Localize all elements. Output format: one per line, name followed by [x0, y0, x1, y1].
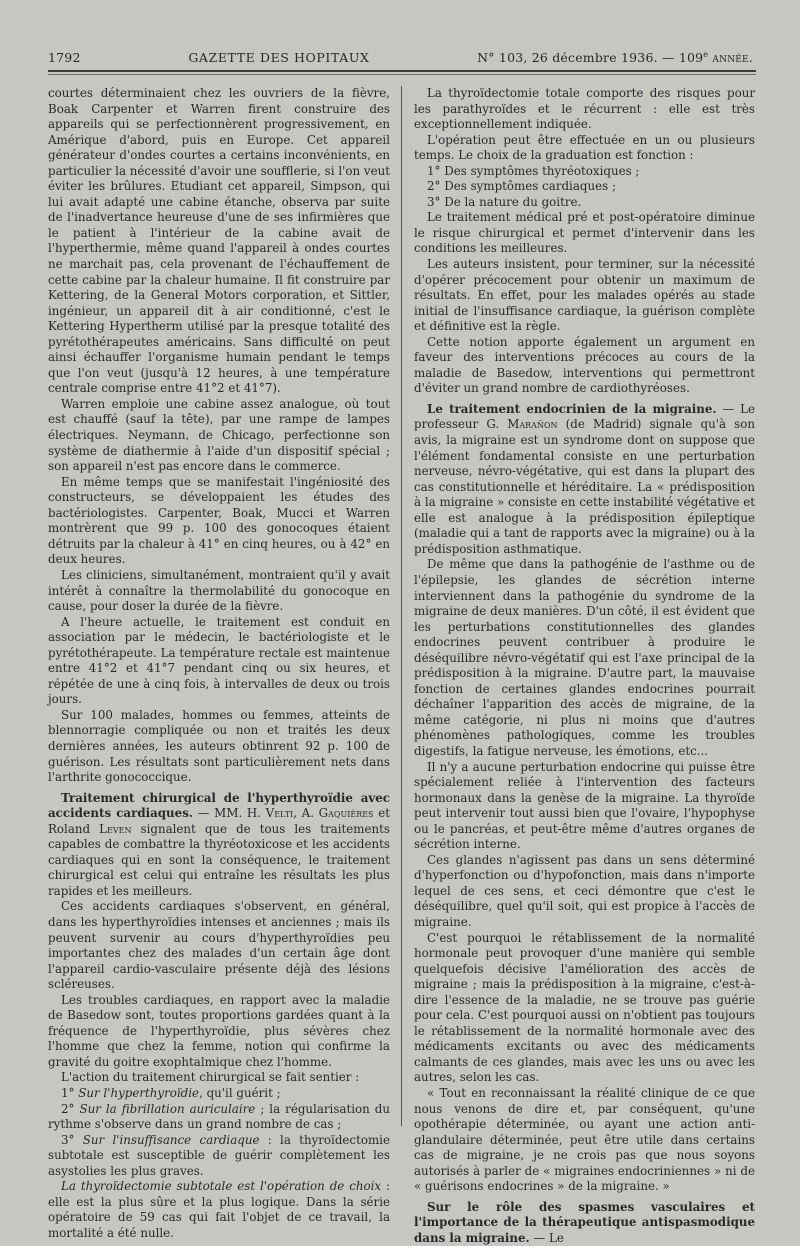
section-title: Sur le rôle des spasmes vasculaires et l'importance de la thérapeutique antispasmodique dans la migraine. — [414, 1199, 755, 1245]
paragraph — [48, 1179, 390, 1241]
list-item — [48, 1102, 390, 1133]
paragraph: Les cliniciens, simultanément, montraient qu'il y avait intérêt à connaître la thermolabilité du gonocoque en cause, pour doser la durée de la fièvre. — [48, 567, 390, 614]
list-item: 1° Des symptômes thyréotoxiques ; — [427, 163, 640, 178]
italic-run: Sur l'hyperthyroïdie — [78, 1086, 200, 1100]
header-rule-thin — [48, 74, 756, 75]
italic-run: Sur l'insuffisance cardiaque — [82, 1132, 260, 1147]
right-column — [414, 86, 755, 1245]
journal-title: GAZETTE DES HOPITAUX — [188, 50, 370, 66]
author-name: Gaquières — [318, 806, 374, 821]
section-title: Le traitement endocrinien de la migraine. — [427, 401, 717, 416]
author-name: Velti — [265, 806, 294, 821]
text-run: : elle est la plus sûre et la plus logique. Dans la série opératoire de 59 cas qui fait l'objet de ce travail, la mortalité a été nulle. — [48, 1179, 390, 1240]
text-run: , qu'il guérit ; — [199, 1086, 281, 1100]
page-number: 1792 — [48, 50, 81, 66]
text-run: 1° — [61, 1086, 79, 1100]
paragraph: L'opération peut être effectuée en un ou plusieurs temps. Le choix de la graduation est fonction : — [414, 132, 755, 163]
text-run: signalent que de tous les traitements capables de combattre la thyréotoxicose et les accidents cardiaques qui en sont la conséquence, le traitement chirurgical est celui qui entraîne les résultats les plus rapides et les meilleurs. — [48, 821, 390, 898]
paragraph: Warren emploie une cabine assez analogue, où tout est chauffé (sauf la tête), par une rampe de lampes électriques. Neymann, de Chicago, perfectionne son système de diathermie à l'aide d'un dispositif spécial ; son appareil n'est pas encore dans le commerce. — [48, 396, 390, 474]
section-paragraph — [414, 1200, 755, 1246]
list-item — [48, 1086, 390, 1102]
italic-run: Sur la fibrillation auriculaire — [79, 1101, 256, 1116]
text-run: : la thyroïdectomie subtotale est susceptible de guérir complètement les asystolies les plus graves. — [48, 1132, 390, 1178]
text-run: 2° — [61, 1101, 80, 1116]
text-run: — MM. — [193, 806, 247, 821]
author-name: Leven — [99, 821, 132, 836]
list-item: 3° De la nature du goitre. — [427, 194, 582, 209]
column-divider — [401, 86, 402, 1126]
paragraph: Ces glandes n'agissent pas dans un sens déterminé d'hyperfonction ou d'hypofonction, mais dans n'importe lequel de ces sens, et ceci démontre que c'est le déséquilibre, quel qu'il soit, qui est propice à l'accès de migraine. — [414, 852, 755, 929]
text-run: — Le — [529, 1230, 564, 1245]
paragraph: Ces accidents cardiaques s'observent, en général, dans les hyperthyroïdies intenses et anciennes ; mais ils peuvent survenir au cours d'hyperthyroïdies peu importantes chez des malades d'un certain âge dont l'appareil cardio-vasculaire présente déjà des lésions scléreuses. — [48, 899, 390, 992]
paragraph: Les troubles cardiaques, en rapport avec la maladie de Basedow sont, toutes proportions gardées quant à la fréquence de l'hyperthyroïdie, plus sévères chez l'homme que chez la femme, notion qui confirme la gravité du goitre exophtalmique chez l'homme. — [48, 992, 390, 1069]
paragraph: C'est pourquoi le rétablissement de la normalité hormonale peut provoquer d'une manière qui semble quelquefois décisive l'amélioration des accès de migraine ; mais la prédisposition à la migraine, c'est-à-dire l'essence de la maladie, ne se trouve pas guérie pour cela. C'est pourquoi aussi on n'obtient pas toujours le rétablissement de la normalité hormonale avec des médicaments excitants ou avec des médicaments calmants de ces glandes, mais avec les uns ou avec les autres, selon les cas. — [414, 930, 755, 1085]
paragraph: courtes déterminaient chez les ouvriers de la fièvre, Boak Carpenter et Warren firent construire des appareils qui se perfectionnèrent progressivement, en Amérique d'abord, puis en Europe. Cet appareil générateur d'ondes courtes a certains inconvénients, en particulier la nécessité d'avoir une soufflerie, si l'on veut éviter les brûlures. Etudiant cet appareil, Simpson, qui lui avait adapté une cabine étanche, observa par suite de l'inadvertance heureuse d'une de ses infirmières que le patient à l'intérieur de la cabine avait de l'hyperthermie, même quand l'appareil à ondes courtes ne marchait pas, cela provenant de l'échauffement de cette cabine par la chaleur humaine. Il fit construire par Kettering, de la General Motors corporation, et Sittler, ingénieur, un appareil dit à air conditionné, c'est le Kettering Hypertherm utilisé par la presque totalité des pyrétothérapeutes américains. Sans difficulté on peut ainsi échauffer l'organisme humain pendant le temps que l'on veut (jusqu'à 12 heures, à une température centrale comprise entre 41°2 et 41°7). — [48, 86, 390, 396]
paragraph: Cette notion apporte également un argument en faveur des interventions précoces au cours de la maladie de Basedow, interventions qui permettront d'éviter un grand nombre de cardiothyréoses. — [414, 334, 755, 396]
issue-superscript: e — [703, 50, 709, 59]
issue-info — [477, 50, 753, 65]
header-rule — [48, 70, 756, 72]
text-run: (de Madrid) signale qu'à son avis, la migraine est un syndrome dont on suppose que l'élément fondamental consiste en une perturbation nerveuse, névro-végétative, qui est dans la plupart des cas constitutionnelle et héréditaire. La « prédisposition à la migraine » consiste en cette instabilité végétative et elle est analogue à la prédisposition épileptique (maladie qui a tant de rapports avec la migraine) ou à la prédisposition asthmatique. — [414, 417, 755, 556]
text-run: ; la régularisation du rythme s'observe dans un grand nombre de cas ; — [48, 1101, 390, 1132]
italic-run: La thyroïdectomie subtotale est l'opération de choix — [61, 1179, 382, 1194]
section-paragraph — [48, 791, 390, 900]
text-run: , — [293, 806, 302, 821]
paragraph: Les auteurs insistent, pour terminer, sur la nécessité d'opérer précocement pour obtenir un maximum de résultats. En effet, pour les malades opérés au stade initial de l'insuffisance cardiaque, la guérison complète et définitive est la règle. — [414, 257, 755, 334]
text-run: A. — [301, 806, 319, 821]
paragraph: La thyroïdectomie totale comporte des risques pour les parathyroïdes et le récurrent : elle est très exceptionnellement indiquée. — [414, 86, 755, 132]
text-run: — Le professeur G. — [414, 401, 755, 432]
section-title: Traitement chirurgical de l'hyperthyroïdie avec accidents cardiaques. — [48, 790, 390, 821]
left-column — [48, 86, 390, 1240]
paragraph: A l'heure actuelle, le traitement est conduit en association par le médecin, le bactériologiste et le pyrétothérapeute. La température rectale est maintenue entre 41°2 et 41°7 pendant cinq ou six heures, et répétée de une à cinq fois, à intervalles de deux ou trois jours. — [48, 614, 390, 707]
running-header — [48, 50, 753, 68]
paragraph: Le traitement médical pré et post-opératoire diminue le risque chirurgical et permet d'intervenir dans les conditions les meilleures. — [414, 210, 755, 256]
section-paragraph — [414, 402, 755, 557]
list-item — [48, 1133, 390, 1180]
issue-date: N° 103, 26 décembre 1936. — 109 — [477, 50, 704, 66]
text-run: H. — [246, 806, 266, 821]
paragraph: Il n'y a aucune perturbation endocrine qui puisse être spécialement reliée à l'intervention des facteurs hormonaux dans la genèse de la migraine. La thyroïde peut intervenir tout aussi bien que l'ovaire, l'hypophyse ou le pancréas, et peut-être même d'autres organes de sécrétion interne. — [414, 759, 755, 852]
paragraph: « Tout en reconnaissant la réalité clinique de ce que nous venons de dire et, par conséquent, qu'une opothérapie déterminée, ou ayant une action anti-glandulaire déterminée, peut être utile dans certains cas de migraine, je ne crois pas que nous soyons autorisés à parler de « migraines endocriniennes » ni de « guérisons endocrines » de la migraine. » — [414, 1086, 755, 1194]
author-name: Marañon — [507, 417, 558, 432]
paragraph: L'action du traitement chirurgical se fait sentier : — [61, 1070, 360, 1085]
text-run: 3° — [61, 1132, 83, 1147]
paragraph: De même que dans la pathogénie de l'asthme ou de l'épilepsie, les glandes de sécrétion interne interviennent dans la pathogénie du syndrome de la migraine de deux manières. D'un côté, il est évident que les perturbations constitutionnelles des glandes endocrines peuvent contribuer à produire le déséquilibre névro-végétatif qui est l'axe principal de la prédisposition à la migraine. D'autre part, la mauvaise fonction de certaines glandes endocrines pourrait déchaîner l'apparition des accès de migraine, de la même catégorie, ni plus ni moins que d'autres phénomènes pathologiques, comme les troubles digestifs, la fatigue nerveuse, les émotions, etc... — [414, 557, 755, 758]
year-word: année. — [712, 50, 753, 66]
paragraph: Sur 100 malades, hommes ou femmes, atteints de blennorragie compliquée ou non et traités les deux dernières années, les auteurs obtinrent 92 p. 100 de guérison. Les résultats sont particulièrement nets dans l'arthrite gonococcique. — [48, 707, 390, 785]
text-run: et Roland — [48, 806, 390, 836]
list-item: 2° Des symptômes cardiaques ; — [427, 179, 616, 194]
paragraph: En même temps que se manifestait l'ingéniosité des constructeurs, se développaient les études des bactériologistes. Carpenter, Boak, Mucci et Warren montrèrent que 99 p. 100 des gonocoques étaient détruits par la chaleur à 41° en cinq heures, ou à 42° en deux heures. — [48, 474, 390, 567]
